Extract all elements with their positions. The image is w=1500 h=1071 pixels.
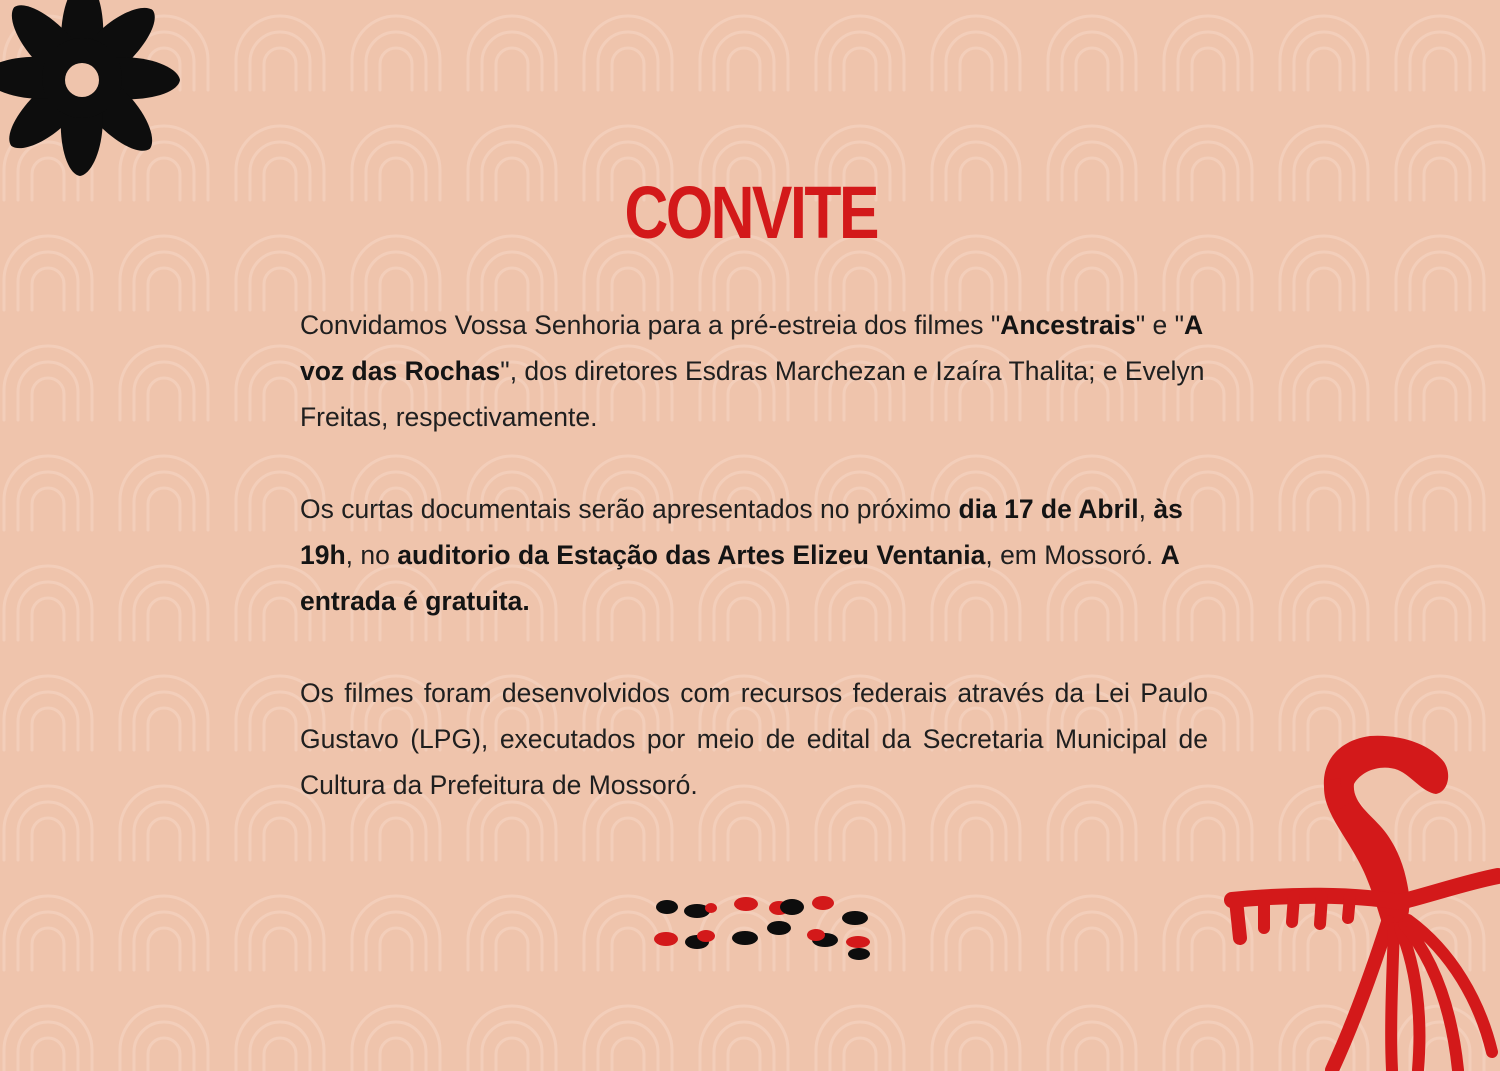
film-title-ancestrais: Ancestrais <box>1000 310 1136 340</box>
event-date: dia 17 de Abril <box>958 494 1139 524</box>
free-entry-note: A entrada é gratuita. <box>300 540 1179 616</box>
film-title-voz-das-rochas: A voz das Rochas <box>300 310 1203 386</box>
event-venue: auditorio da Estação das Artes Elizeu Ventania <box>397 540 986 570</box>
paragraph-event-details <box>300 486 1208 624</box>
text-fragment: , <box>1138 494 1154 524</box>
dot-pattern <box>645 890 880 970</box>
event-time: às 19h <box>300 494 1183 570</box>
invitation-body <box>300 302 1208 854</box>
text-fragment: , no <box>345 540 398 570</box>
page-title: CONVITE <box>624 171 877 254</box>
text-fragment: Convidamos Vossa Senhoria para a pré-estreia dos filmes " <box>300 310 1001 340</box>
red-bird-figure-icon <box>1222 732 1500 1071</box>
text-fragment: " e " <box>1135 310 1185 340</box>
paragraph-invitation <box>300 302 1208 440</box>
paragraph-funding: Os filmes foram desenvolvidos com recursos federais através da Lei Paulo Gustavo (LPG), executados por meio de edital da Secretaria Municipal de Cultura da Prefeitura de Mossoró. <box>300 678 1208 800</box>
text-fragment: , em Mossoró. <box>985 540 1161 570</box>
text-fragment: Os curtas documentais serão apresentados no próximo <box>300 494 959 524</box>
text-fragment: ", dos diretores Esdras Marchezan e Izaíra Thalita; e Evelyn Freitas, respectivamente. <box>300 356 1205 432</box>
